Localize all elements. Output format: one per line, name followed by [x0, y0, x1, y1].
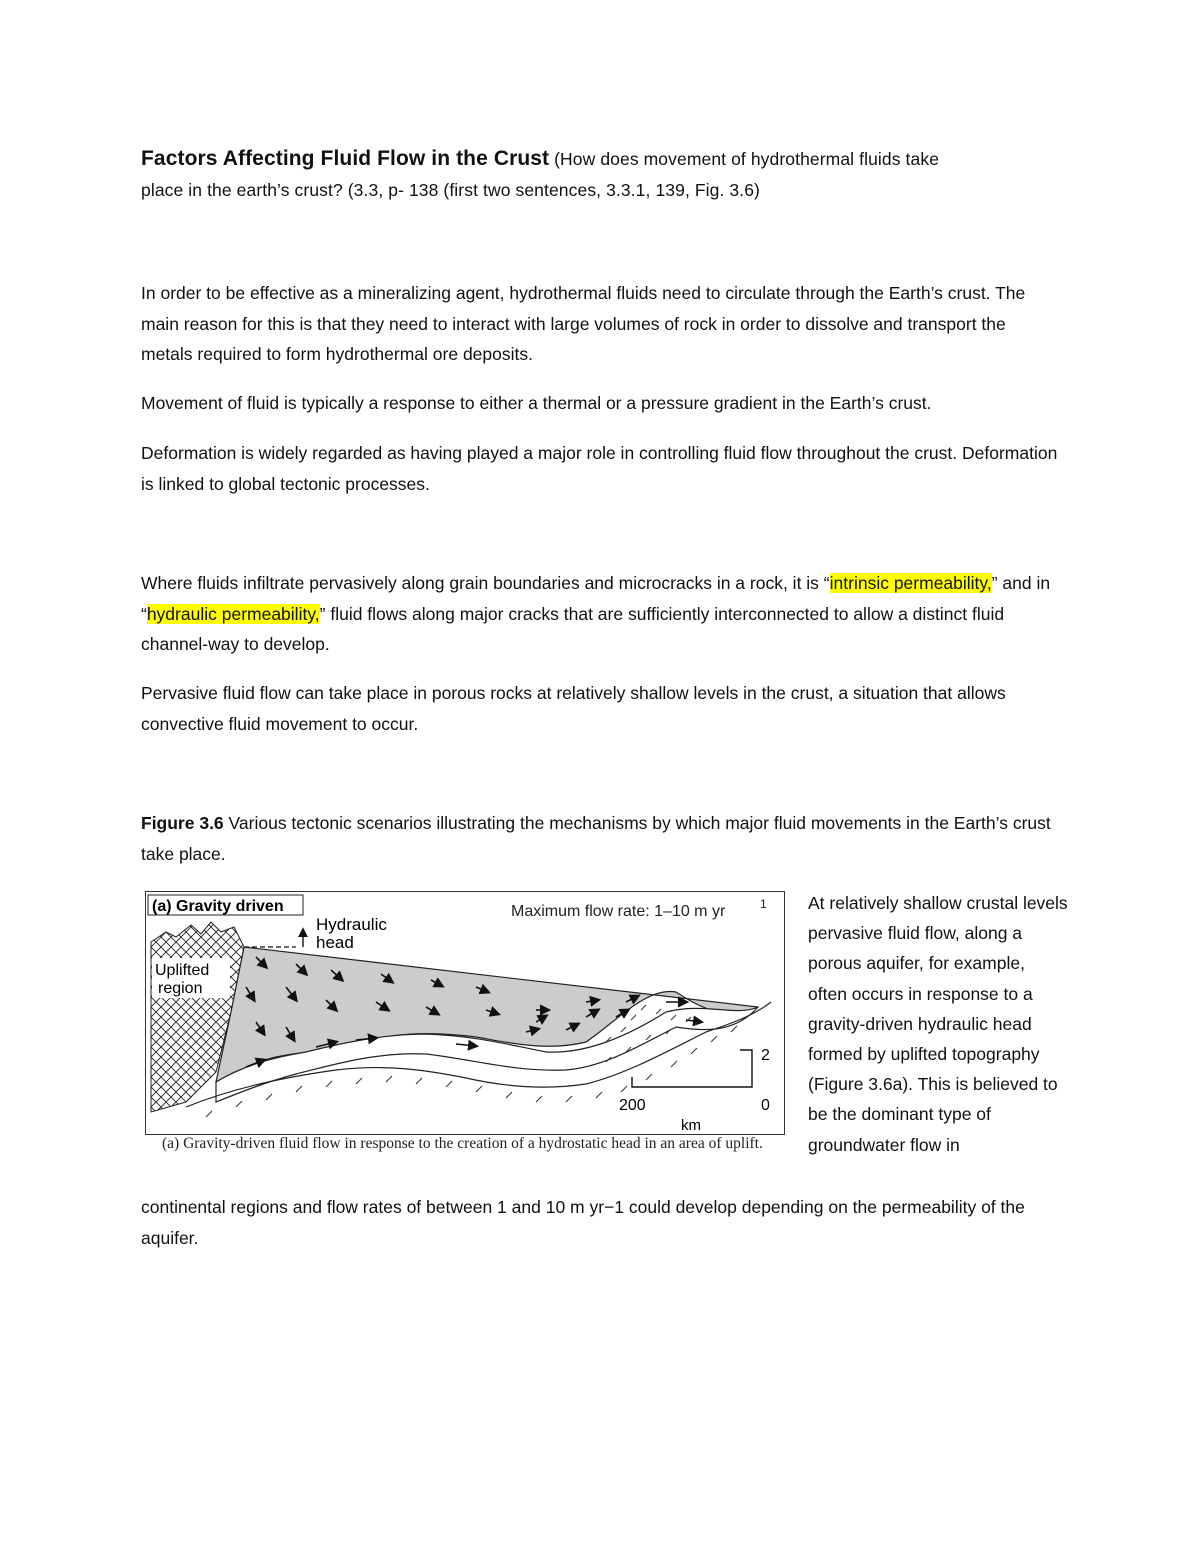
figure-intro — [141, 808, 1061, 869]
side-text: At relatively shallow crustal levels pervasive fluid flow, along a porous aquifer, for example, often occurs in response to a gravity-driven hydraulic head formed by uplifted topography (Figure 3.6a). This is believed to be the dominant type of groundwater flow in — [808, 893, 1068, 1155]
heading-block — [141, 144, 1061, 205]
scale-vertical-label: 2 — [761, 1047, 770, 1064]
scale-bar — [632, 1050, 752, 1087]
scale-horizontal-label: 200 — [619, 1097, 646, 1114]
highlight-intrinsic: intrinsic permeability, — [829, 573, 992, 593]
uplifted-label-1: Uplifted — [155, 962, 210, 979]
bottom-text: continental regions and flow rates of between 1 and 10 m yr−1 could develop depending on the permeability of the aquifer. — [141, 1197, 1025, 1248]
p4-text-a: Where fluids infiltrate pervasively along grain boundaries and microcracks in a rock, it is “ — [141, 573, 830, 593]
scale-zero-label: 0 — [761, 1097, 770, 1114]
paragraph-2: Movement of fluid is typically a response to either a thermal or a pressure gradient in the Earth’s crust. — [141, 393, 932, 413]
section-question-cont: place in the earth’s crust? (3.3, p- 138 (first two sentences, 3.3.1, 139, Fig. 3.6) — [141, 179, 760, 200]
figure-label: Figure 3.6 — [141, 813, 224, 833]
paragraph-1: In order to be effective as a mineralizing agent, hydrothermal fluids need to circulate through the Earth’s crust. The main reason for this is that they need to interact with large volumes of rock in order to dissolve and transport the metals required to form hydrothermal ore deposits. — [141, 283, 1026, 364]
paragraph-5: Pervasive fluid flow can take place in porous rocks at relatively shallow levels in the crust, a situation that allows convective fluid movement to occur. — [141, 683, 1006, 734]
gravity-driven-diagram — [145, 891, 785, 1135]
section-question: (How does movement of hydrothermal fluids take — [549, 149, 940, 169]
max-flow-exponent: 1 — [760, 897, 767, 911]
figure-caption: (a) Gravity-driven fluid flow in response to the creation of a hydrostatic head in an area of uplift. — [162, 1135, 763, 1152]
highlight-hydraulic: hydraulic permeability, — [146, 603, 320, 624]
panel-label: (a) Gravity driven — [152, 898, 284, 915]
uplifted-label-2: region — [158, 980, 203, 997]
p4-text-c: ” fluid flows along major cracks that are sufficiently interconnected to allow a distinct fluid channel-way to develop. — [141, 603, 1005, 654]
paragraph-3: Deformation is widely regarded as having played a major role in controlling fluid flow throughout the crust. Deformation is linked to global tectonic processes. — [141, 443, 1058, 494]
scale-unit-label: km — [681, 1117, 701, 1133]
paragraph-4 — [141, 568, 1061, 660]
max-flow-label: Maximum flow rate: 1–10 m yr — [511, 903, 726, 920]
figure-intro-text: Various tectonic scenarios illustrating the mechanisms by which major fluid movements in the Earth’s crust take place. — [141, 813, 1051, 864]
diagram-svg — [146, 892, 783, 1133]
hydraulic-label-1: Hydraulic — [316, 915, 387, 934]
p4-text-b: ” and in “ — [141, 573, 1051, 624]
section-title: Factors Affecting Fluid Flow in the Crust — [141, 147, 550, 170]
hydraulic-label-2: head — [316, 933, 354, 952]
